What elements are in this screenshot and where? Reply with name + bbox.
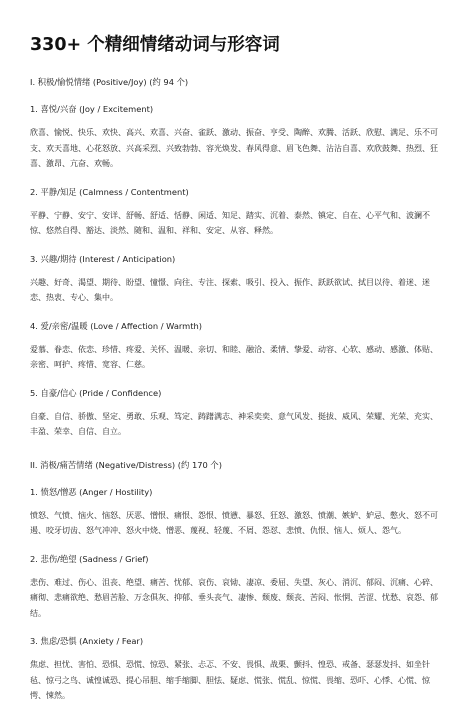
section-title: 3. 兴趣/期待 (Interest / Anticipation) — [30, 253, 176, 264]
section-body: 焦虑、担忧、害怕、恐惧、恐慌、惊恐、紧张、忐忑、不安、畏惧、战栗、颤抖、惶恐、戒备、瑟瑟发抖、如坐针毡、惊弓之鸟、诚惶诚恐、提心吊胆、缩手缩脚、胆怯、疑虑、慌张、慌乱、惊慌、畏缩、恐吓、心悸、心慌、惊愕、悚然。 — [30, 660, 430, 700]
section-anxiety — [30, 634, 438, 704]
section-body: 爱慕、眷恋、依恋、珍惜、疼爱、关怀、温暖、亲切、和睦、融洽、柔情、挚爱、动容、心软、感动、感激、体贴、亲密、呵护、疼惜、宽容、仁慈。 — [30, 344, 438, 369]
page-title: 330+ 个精细情绪动词与形容词 — [30, 35, 280, 55]
section-anger — [30, 485, 438, 539]
section-title: 1. 喜悦/兴奋 (Joy / Excitement) — [30, 104, 154, 114]
section-title: 1. 愤怒/憎恶 (Anger / Hostility) — [30, 486, 153, 497]
section-title: 4. 爱/亲密/温暖 (Love / Affection / Warmth) — [30, 320, 203, 331]
section-sadness — [30, 552, 438, 622]
section-calmness — [30, 185, 438, 239]
section-love — [30, 319, 438, 373]
part-2-heading: II. 消极/痛苦情绪 (Negative/Distress) (约 170 个) — [30, 459, 222, 470]
part-1-heading: I. 积极/愉悦情绪 (Positive/Joy) (约 94 个) — [30, 77, 189, 87]
section-title: 3. 焦虑/恐惧 (Anxiety / Fear) — [30, 636, 144, 646]
section-title: 2. 悲伤/绝望 (Sadness / Grief) — [30, 553, 149, 564]
section-body: 自豪、自信、骄傲、坚定、勇敢、乐观、笃定、踌躇满志、神采奕奕、意气风发、挺拔、威风、荣耀、光荣、充实、丰盈、荣幸、自信、自立。 — [30, 411, 438, 436]
section-interest — [30, 252, 438, 306]
section-body: 平静、宁静、安宁、安详、舒畅、舒适、恬静、闲适、知足、踏实、沉着、泰然、镇定、自在、心平气和、波澜不惊、悠然自得、豁达、淡然、随和、温和、祥和、安定、从容、释然。 — [30, 210, 430, 235]
section-title: 2. 平静/知足 (Calmness / Contentment) — [30, 186, 189, 197]
section-title: 5. 自豪/信心 (Pride / Confidence) — [30, 387, 162, 398]
section-body: 兴趣、好奇、渴望、期待、盼望、憧憬、向往、专注、探索、吸引、投入、振作、跃跃欲试、拭目以待、着迷、迷恋、热衷、专心、集中。 — [30, 277, 430, 302]
section-body: 欣喜、愉悦、快乐、欢快、高兴、欢喜、兴奋、雀跃、激动、振奋、亨受、陶醉、欢腾、活跃、欣慰、满足、乐不可支、欢天喜地、心花怒放、兴高采烈、兴致勃勃、容光焕发、春风得意、眉飞色舞、沾沾自喜、欢欣鼓舞、热烈、狂喜、激昂、亢奋、欢畅。 — [30, 128, 438, 168]
section-pride — [30, 386, 438, 440]
section-body: 愤怒、气愤、恼火、恼怒、厌恶、憎恨、痛恨、怨恨、愤懑、暴怒、狂怒、激怒、愤潮、嫉妒、妒忌、憋火、怒不可遏、咬牙切齿、怒气冲冲、怒火中烧、憎恶、蔑视、轻蔑、不屑、怨怼、悲愤、仇恨、恼人、烦人、怨气。 — [30, 510, 438, 535]
section-joy — [30, 102, 438, 172]
section-body: 悲伤、难过、伤心、沮丧、绝望、痛苦、忧郁、哀伤、哀恸、凄凉、委屈、失望、灰心、消沉、郁闷、沉痛、心碎、痛彻、悲痛欲绝、愁眉苦脸、万念俱灰、抑郁、垂头丧气、凄惨、颓废、颓丧、苦闷、怅惘、苦涩、忧愁、哀怨、郁结。 — [30, 577, 438, 618]
